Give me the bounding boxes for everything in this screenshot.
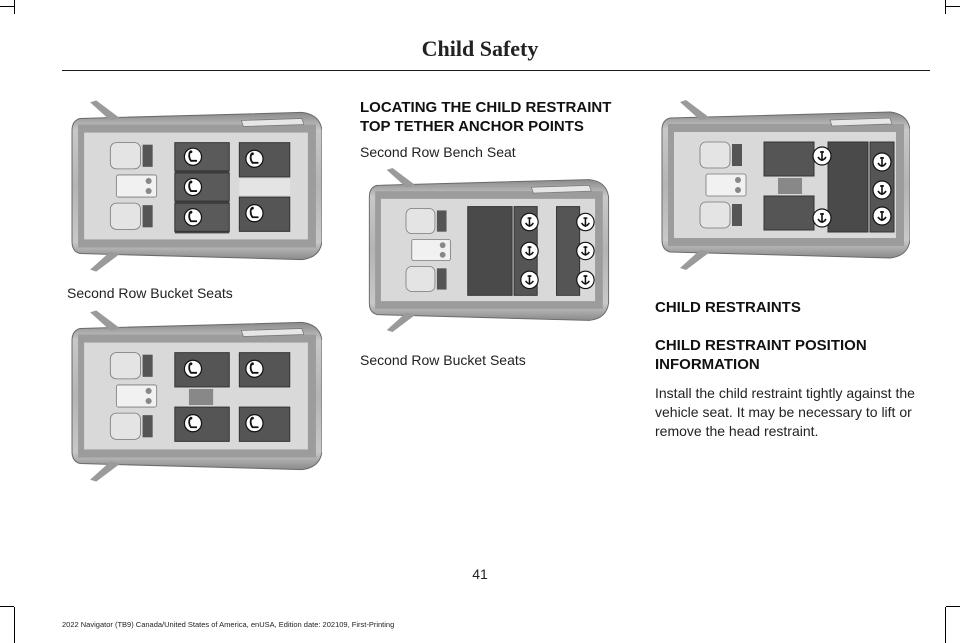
page-number: 41 [472,566,488,582]
crop-mark [946,6,960,7]
crop-mark [945,607,946,643]
crop-mark [14,607,15,643]
header-rule [62,70,930,71]
crop-mark [946,606,960,607]
figure-tether-bucket [660,100,910,270]
body-paragraph: Install the child restraint tightly against the vehicle seat. It may be necessary to lift or remove the head restraint. [655,385,915,439]
page-title: Child Safety [421,36,539,61]
crop-mark [0,6,14,7]
subheading-bench: Second Row Bench Seat [360,144,516,160]
crop-mark [945,0,946,14]
figure-caption: Second Row Bucket Seats [67,285,233,301]
figure-tether-bench [365,168,611,332]
section-heading: CHILD RESTRAINTS [655,299,801,316]
crop-mark [0,606,14,607]
crop-mark [14,0,15,14]
section-heading: LOCATING THE CHILD RESTRAINT TOP TETHER ANCHOR POINTS [360,99,612,135]
figure-lower-anchors-bucket [70,310,322,482]
edition-footer: 2022 Navigator (TB9) Canada/United States of America, enUSA, Edition date: 202109, First-Printing [62,620,395,629]
section-heading: CHILD RESTRAINT POSITION INFORMATION [655,337,867,373]
figure-caption: Second Row Bucket Seats [360,352,526,368]
figure-lower-anchors-bench [70,100,322,272]
